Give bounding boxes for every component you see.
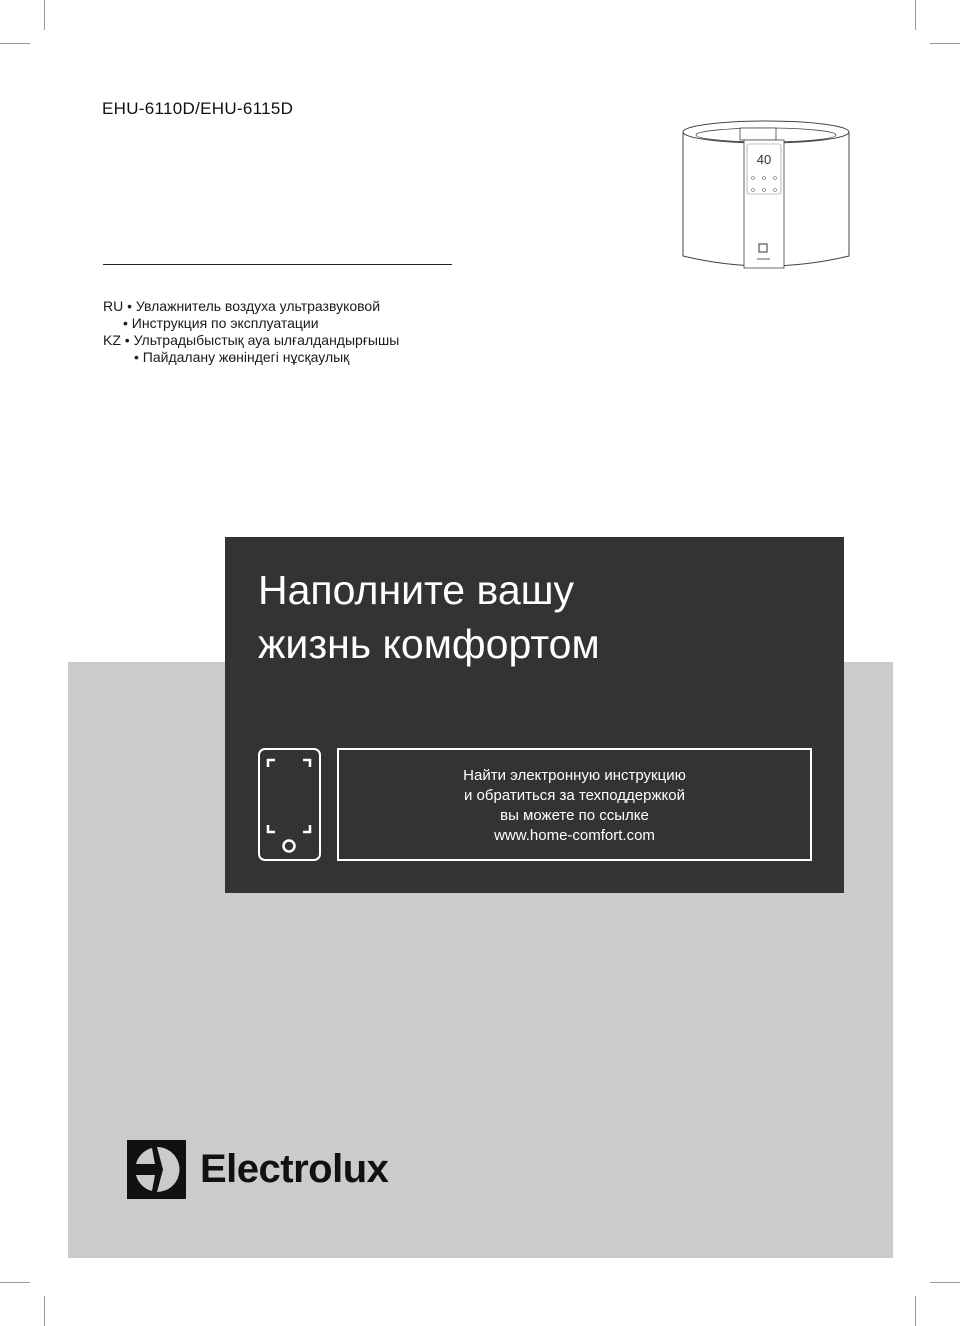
language-kz-title: KZ • Ультрадыбыстық ауа ылғалдандырғышы xyxy=(103,332,400,348)
phone-scan-icon xyxy=(258,748,321,861)
info-box xyxy=(337,748,812,861)
brand-name: Electrolux xyxy=(200,1147,389,1191)
crop-mark xyxy=(915,1296,916,1326)
electrolux-logo-icon xyxy=(127,1140,186,1199)
divider xyxy=(103,264,452,265)
info-line: и обратиться за техподдержкой xyxy=(464,787,685,804)
website-link[interactable]: www.home-comfort.com xyxy=(494,827,655,844)
crop-mark xyxy=(915,0,916,30)
crop-mark xyxy=(930,1282,960,1283)
headline xyxy=(258,563,600,671)
crop-mark xyxy=(0,1282,30,1283)
crop-mark xyxy=(0,43,30,44)
language-list xyxy=(103,298,399,366)
language-ru-title: RU • Увлажнитель воздуха ультразвуковой xyxy=(103,298,381,314)
crop-mark xyxy=(930,43,960,44)
headline-line: Наполните вашу xyxy=(258,567,575,613)
language-ru-subtitle: • Инструкция по эксплуатации xyxy=(123,315,319,331)
crop-mark xyxy=(44,0,45,30)
info-line: Найти электронную инструкцию xyxy=(463,767,686,784)
model-number: EHU-6110D/EHU-6115D xyxy=(102,99,294,118)
crop-mark xyxy=(44,1296,45,1326)
humidifier-illustration xyxy=(680,118,852,273)
electrolux-logo xyxy=(127,1140,388,1199)
headline-line: жизнь комфортом xyxy=(258,621,600,667)
display-readout: 40 xyxy=(756,152,772,167)
language-kz-subtitle: • Пайдалану жөніндегі нұсқаулық xyxy=(134,349,350,365)
info-line: вы можете по ссылке xyxy=(500,807,649,824)
